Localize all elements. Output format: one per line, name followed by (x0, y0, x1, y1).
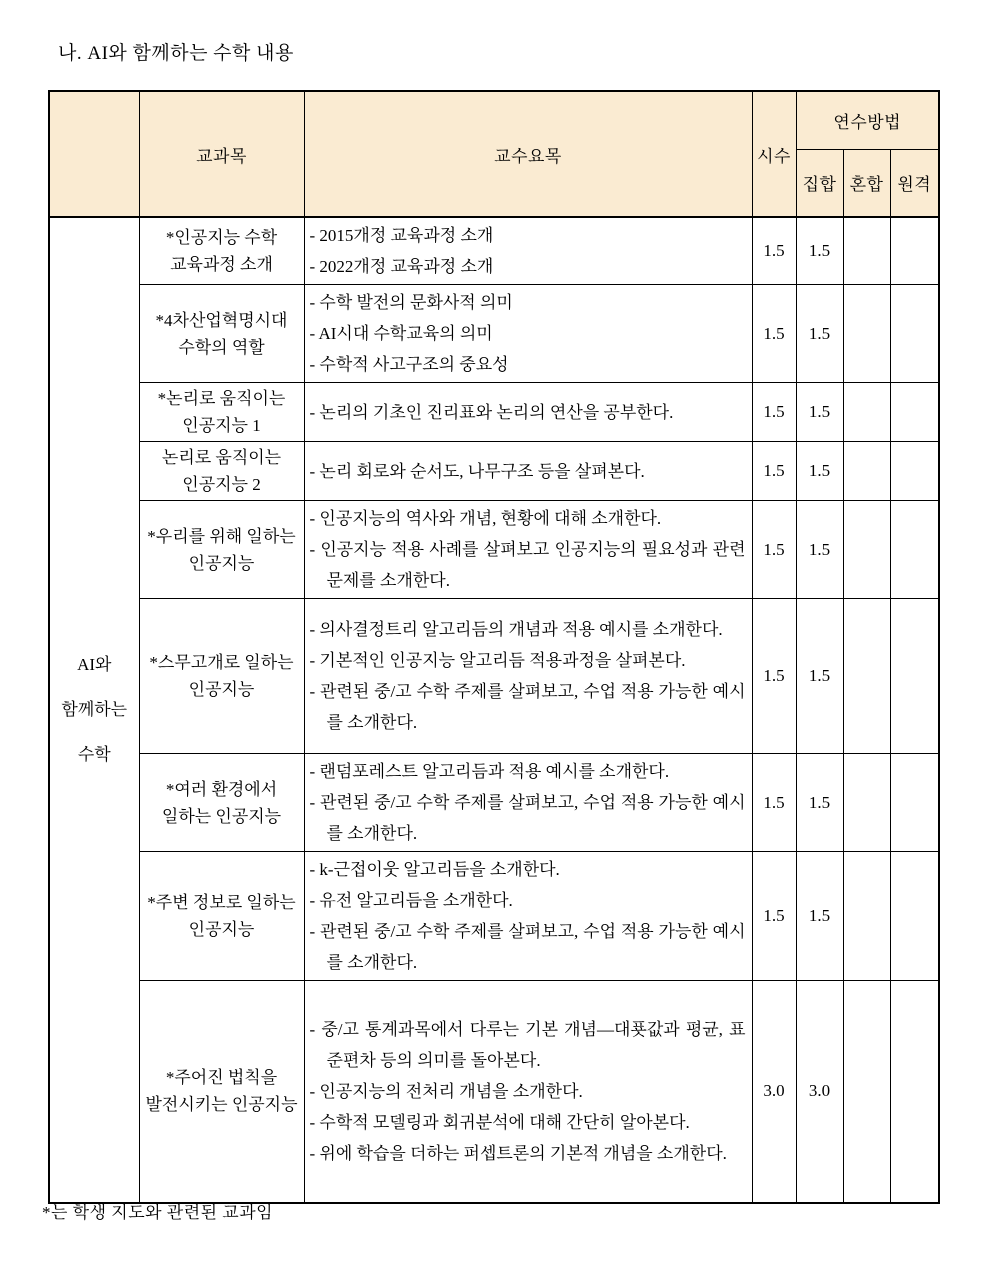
syllabus-item: - 관련된 중/고 수학 주제를 살펴보고, 수업 적용 가능한 예시를 소개한다. (309, 793, 746, 843)
table-row (49, 754, 939, 852)
subject-cell: *주어진 법칙을 발전시키는 인공지능 (139, 981, 304, 1203)
hours-cell: 1.5 (752, 501, 796, 599)
syllabus-cell (304, 599, 752, 754)
table-row (49, 442, 939, 501)
syllabus-item: - 관련된 중/고 수학 주제를 살펴보고, 수업 적용 가능한 예시를 소개한다. (309, 922, 746, 972)
header-corner-cell (49, 91, 139, 217)
jiphap-cell: 1.5 (796, 501, 843, 599)
header-method-honhap: 혼합 (843, 149, 890, 217)
table-row (49, 599, 939, 754)
table-row (49, 285, 939, 383)
syllabus-item: - 의사결정트리 알고리듬의 개념과 적용 예시를 소개한다. (309, 620, 723, 639)
syllabus-cell (304, 442, 752, 501)
header-subject: 교과목 (139, 91, 304, 217)
header-syllabus: 교수요목 (304, 91, 752, 217)
hours-cell: 1.5 (752, 383, 796, 442)
syllabus-cell (304, 852, 752, 981)
subject-cell: *인공지능 수학 교육과정 소개 (139, 217, 304, 285)
table-row (49, 981, 939, 1203)
table-row (49, 217, 939, 285)
header-method-jiphap: 집합 (796, 149, 843, 217)
wongyeok-cell (890, 754, 939, 852)
jiphap-cell: 1.5 (796, 285, 843, 383)
table-row (49, 501, 939, 599)
hours-cell: 1.5 (752, 754, 796, 852)
syllabus-cell (304, 285, 752, 383)
jiphap-cell: 1.5 (796, 217, 843, 285)
hours-cell: 3.0 (752, 981, 796, 1203)
syllabus-cell (304, 217, 752, 285)
wongyeok-cell (890, 981, 939, 1203)
page-title: 나. AI와 함께하는 수학 내용 (58, 43, 294, 64)
honhap-cell (843, 285, 890, 383)
subject-cell: *논리로 움직이는 인공지능 1 (139, 383, 304, 442)
subject-cell: 논리로 움직이는 인공지능 2 (139, 442, 304, 501)
subject-cell: *우리를 위해 일하는 인공지능 (139, 501, 304, 599)
syllabus-item: - 2015개정 교육과정 소개 (309, 226, 494, 245)
honhap-cell (843, 217, 890, 285)
header-method-wongyeok: 원격 (890, 149, 939, 217)
syllabus-item: - 수학적 사고구조의 중요성 (309, 355, 509, 374)
syllabus-item: - 인공지능의 전처리 개념을 소개한다. (309, 1081, 583, 1101)
honhap-cell (843, 599, 890, 754)
jiphap-cell: 1.5 (796, 442, 843, 501)
subject-cell: *여러 환경에서 일하는 인공지능 (139, 754, 304, 852)
jiphap-cell: 1.5 (796, 383, 843, 442)
hours-cell: 1.5 (752, 599, 796, 754)
syllabus-item: - 기본적인 인공지능 알고리듬 적용과정을 살펴본다. (309, 651, 686, 670)
syllabus-item: - AI시대 수학교육의 의미 (309, 324, 493, 343)
subject-cell: *주변 정보로 일하는 인공지능 (139, 852, 304, 981)
honhap-cell (843, 754, 890, 852)
jiphap-cell: 1.5 (796, 599, 843, 754)
wongyeok-cell (890, 442, 939, 501)
hours-cell: 1.5 (752, 442, 796, 501)
syllabus-item: - 인공지능의 역사와 개념, 현황에 대해 소개한다. (309, 509, 662, 528)
syllabus-item: - 관련된 중/고 수학 주제를 살펴보고, 수업 적용 가능한 예시를 소개한다. (309, 682, 746, 732)
syllabus-item: - 중/고 통계과목에서 다루는 기본 개념—대푯값과 평균, 표준편차 등의 의미를 돌아본다. (309, 1019, 746, 1070)
subject-cell: *4차산업혁명시대 수학의 역할 (139, 285, 304, 383)
syllabus-cell (304, 754, 752, 852)
syllabus-item: - 랜덤포레스트 알고리듬과 적용 예시를 소개한다. (309, 762, 670, 781)
syllabus-item: - k-근접이웃 알고리듬을 소개한다. (309, 860, 560, 879)
subject-cell: *스무고개로 일하는 인공지능 (139, 599, 304, 754)
honhap-cell (843, 501, 890, 599)
hours-cell: 1.5 (752, 217, 796, 285)
honhap-cell (843, 981, 890, 1203)
syllabus-item: - 인공지능 적용 사례를 살펴보고 인공지능의 필요성과 관련 문제를 소개한다. (309, 540, 746, 590)
syllabus-cell (304, 981, 752, 1203)
wongyeok-cell (890, 285, 939, 383)
syllabus-item: - 위에 학습을 더하는 퍼셉트론의 기본적 개념을 소개한다. (309, 1143, 727, 1163)
category-cell: AI와 함께하는 수학 (49, 217, 139, 1203)
wongyeok-cell (890, 501, 939, 599)
syllabus-item: - 수학 발전의 문화사적 의미 (309, 293, 513, 312)
wongyeok-cell (890, 599, 939, 754)
syllabus-item: - 2022개정 교육과정 소개 (309, 257, 494, 276)
syllabus-item: - 수학적 모델링과 회귀분석에 대해 간단히 알아본다. (309, 1112, 690, 1132)
wongyeok-cell (890, 852, 939, 981)
hours-cell: 1.5 (752, 852, 796, 981)
syllabus-item: - 논리 회로와 순서도, 나무구조 등을 살펴본다. (309, 461, 645, 481)
header-method-group: 연수방법 (796, 91, 939, 149)
syllabus-item: - 논리의 기초인 진리표와 논리의 연산을 공부한다. (309, 402, 674, 422)
jiphap-cell: 3.0 (796, 981, 843, 1203)
wongyeok-cell (890, 383, 939, 442)
wongyeok-cell (890, 217, 939, 285)
hours-cell: 1.5 (752, 285, 796, 383)
honhap-cell (843, 852, 890, 981)
jiphap-cell: 1.5 (796, 852, 843, 981)
header-hours: 시수 (752, 91, 796, 217)
syllabus-cell (304, 501, 752, 599)
jiphap-cell: 1.5 (796, 754, 843, 852)
honhap-cell (843, 442, 890, 501)
table-row (49, 852, 939, 981)
footnote: *는 학생 지도와 관련된 교과임 (42, 1203, 274, 1222)
syllabus-cell (304, 383, 752, 442)
syllabus-item: - 유전 알고리듬을 소개한다. (309, 891, 513, 910)
curriculum-table (48, 90, 940, 1204)
table-row (49, 383, 939, 442)
honhap-cell (843, 383, 890, 442)
